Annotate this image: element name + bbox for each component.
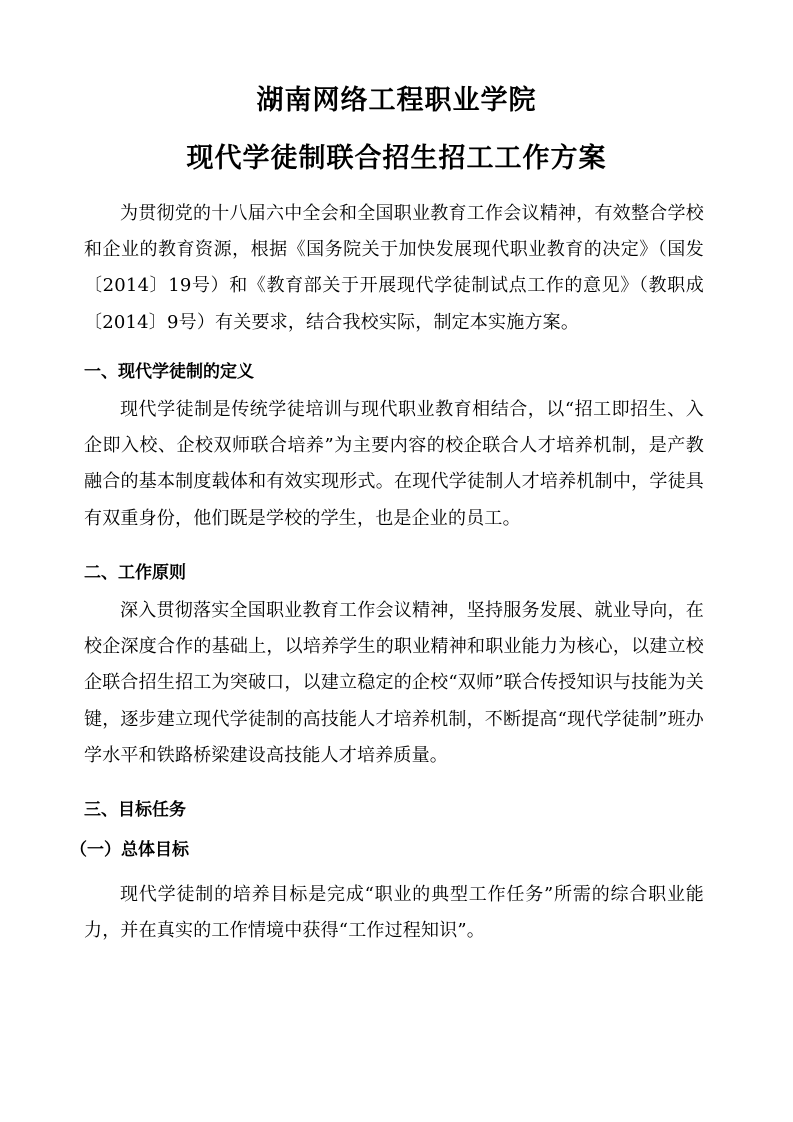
subsection-heading-overall-goal: （一）总体目标 [70, 840, 189, 860]
document-title-line1: 湖南网络工程职业学院 [256, 85, 537, 116]
document-title-line2: 现代学徒制联合招生招工工作方案 [186, 143, 607, 174]
section-body-principles: 深入贯彻落实全国职业教育工作会议精神，坚持服务发展、就业导向，在校企深度合作的基础上，以培养学生的职业精神和职业能力为核心，以建立校企联合招生招工为突破口，以建立稳定的企校“双师”联合传授知识与技能为关键，逐步建立现代学徒制的高技能人才培养机制，不断提高“现代学徒制”班办学水平和铁路桥梁建设高技能人才培养质量。 [84, 600, 704, 766]
section-heading-goals: 三、目标任务 [84, 800, 186, 820]
section-body-definition: 现代学徒制是传统学徒培训与现代职业教育相结合，以“招工即招生、入企即入校、企校双师联合培养”为主要内容的校企联合人才培养机制，是产教融合的基本制度载体和有效实现形式。在现代学徒制人才培养机制中，学徒具有双重身份，他们既是学校的学生，也是企业的员工。 [84, 399, 704, 529]
section-heading-definition: 一、现代学徒制的定义 [84, 362, 254, 382]
subsection-body-overall-goal: 现代学徒制的培养目标是完成“职业的典型工作任务”所需的综合职业能力，并在真实的工作情境中获得“工作过程知识”。 [84, 884, 704, 942]
intro-paragraph: 为贯彻党的十八届六中全会和全国职业教育工作会议精神，有效整合学校和企业的教育资源，根据《国务院关于加快发展现代职业教育的决定》（国发〔2014〕19号）和《教育部关于开展现代学徒制试点工作的意见》（教职成〔2014〕9号）有关要求，结合我校实际，制定本实施方案。 [84, 203, 704, 333]
section-heading-principles: 二、工作原则 [84, 563, 186, 583]
